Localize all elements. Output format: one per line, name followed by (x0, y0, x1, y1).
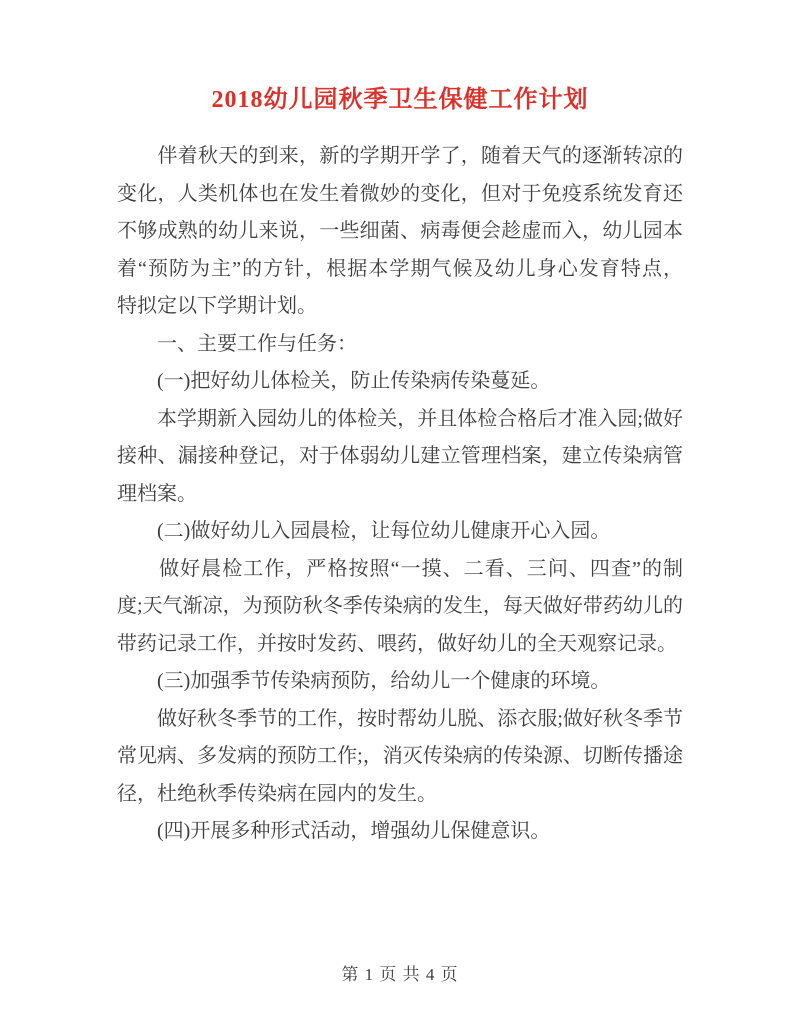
paragraph (117, 663, 683, 701)
text-line: 理档案。 (117, 482, 197, 505)
paragraph (117, 701, 683, 814)
text-line: 不够成熟的幼儿来说，一些细菌、病毒便会趁虚而入，幼儿园本 (117, 220, 683, 242)
text-line: 伴着秋天的到来，新的学期开学了，随着天气的逐渐转凉的 (117, 145, 683, 167)
text-line: 变化，人类机体也在发生着微妙的变化，但对于免疫系统发育还 (117, 182, 683, 205)
document-title: 2018幼儿园秋季卫生保健工作计划 (211, 87, 589, 113)
paragraph (117, 138, 683, 326)
text-line: 径，杜绝秋季传染病在园内的发生。 (117, 782, 437, 805)
paragraph (117, 401, 683, 514)
paragraph (117, 551, 683, 664)
text-line: 常见病、多发病的预防工作;，消灭传染病的传染源、切断传播途 (117, 745, 683, 767)
paragraph (117, 813, 683, 851)
document-body (117, 138, 683, 851)
page-number-footer: 第 1 页 共 4 页 (341, 965, 459, 984)
paragraph (117, 363, 683, 401)
text-line: 做好晨检工作，严格按照“一摸、二看、三问、四查”的制 (117, 557, 683, 580)
text-line: 着“预防为主”的方针，根据本学期气候及幼儿身心发育特点， (117, 257, 683, 280)
text-line: 特拟定以下学期计划。 (117, 295, 317, 317)
paragraph (117, 513, 683, 551)
text-line: (四)开展多种形式活动，增强幼儿保健意识。 (117, 820, 551, 842)
text-line: (一)把好幼儿体检关，防止传染病传染蔓延。 (117, 370, 551, 392)
paragraph (117, 326, 683, 364)
text-line: 一、主要工作与任务： (117, 332, 357, 355)
text-line: 度;天气渐凉，为预防秋冬季传染病的发生，每天做好带药幼儿的 (117, 595, 683, 617)
text-line: (二)做好幼儿入园晨检，让每位幼儿健康开心入园。 (117, 520, 611, 542)
text-line: 做好秋冬季节的工作，按时帮幼儿脱、添衣服;做好秋冬季节 (117, 707, 683, 730)
text-line: (三)加强季节传染病预防，给幼儿一个健康的环境。 (117, 670, 611, 692)
text-line: 带药记录工作，并按时发药、喂药，做好幼儿的全天观察记录。 (117, 632, 677, 655)
text-line: 本学期新入园幼儿的体检关，并且体检合格后才准入园;做好 (117, 407, 683, 430)
text-line: 接种、漏接种登记，对于体弱幼儿建立管理档案，建立传染病管 (117, 445, 683, 467)
